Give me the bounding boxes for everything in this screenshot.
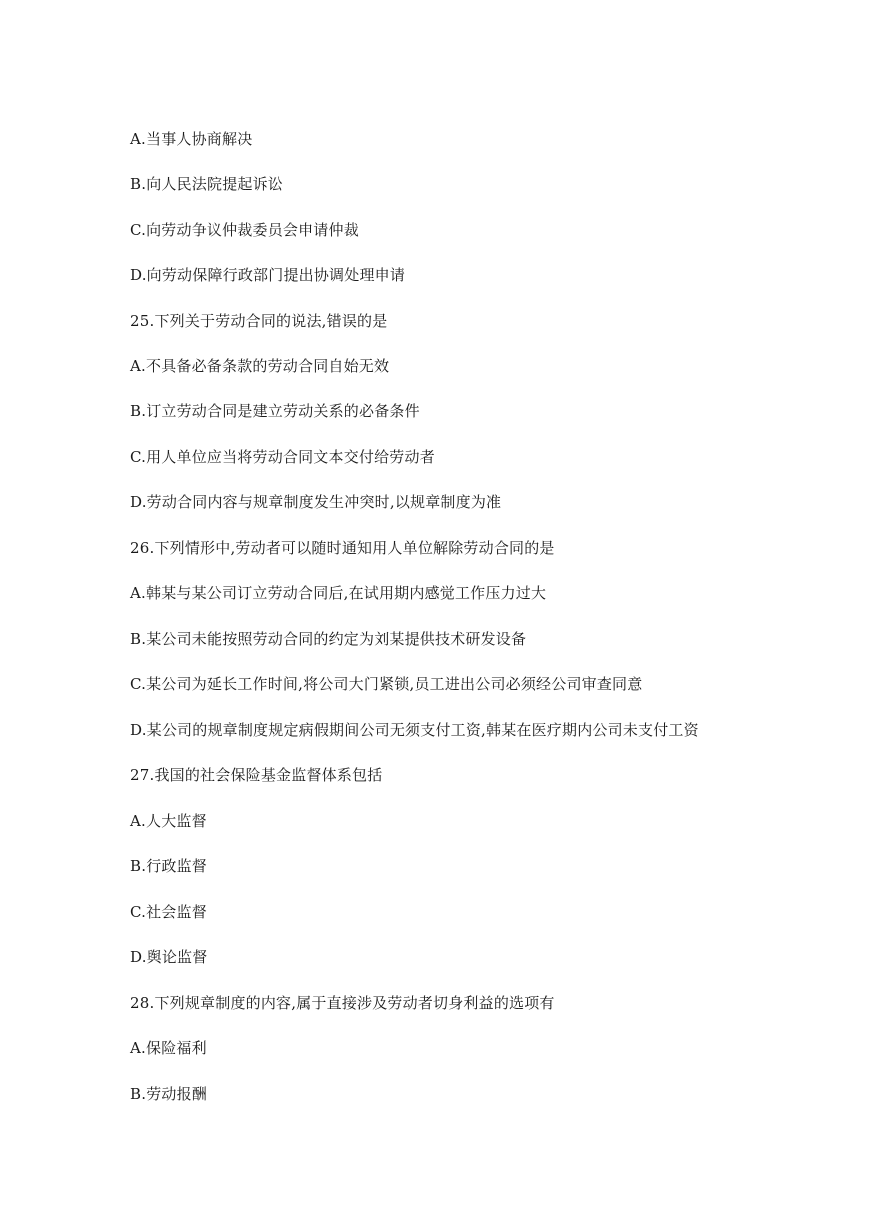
question-28: 28.下列规章制度的内容,属于直接涉及劳动者切身利益的选项有	[130, 994, 555, 1012]
option-26-b: B.某公司未能按照劳动合同的约定为刘某提供技术研发设备	[130, 630, 527, 648]
option-24-b: B.向人民法院提起诉讼	[130, 175, 283, 193]
option-28-b: B.劳动报酬	[130, 1085, 207, 1103]
option-25-a: A.不具备必备条款的劳动合同自始无效	[130, 357, 390, 375]
option-27-c: C.社会监督	[130, 903, 207, 921]
option-25-d: D.劳动合同内容与规章制度发生冲突时,以规章制度为准	[130, 493, 502, 511]
option-28-a: A.保险福利	[130, 1039, 207, 1057]
question-25: 25.下列关于劳动合同的说法,错误的是	[130, 312, 388, 330]
option-26-c: C.某公司为延长工作时间,将公司大门紧锁,员工进出公司必须经公司审查同意	[130, 675, 643, 693]
question-26: 26.下列情形中,劳动者可以随时通知用人单位解除劳动合同的是	[130, 539, 555, 557]
option-24-c: C.向劳动争议仲裁委员会申请仲裁	[130, 221, 359, 239]
option-24-a: A.当事人协商解决	[130, 130, 253, 148]
option-26-d: D.某公司的规章制度规定病假期间公司无须支付工资,韩某在医疗期内公司未支付工资	[130, 721, 699, 739]
option-25-b: B.订立劳动合同是建立劳动关系的必备条件	[130, 402, 420, 420]
option-26-a: A.韩某与某公司订立劳动合同后,在试用期内感觉工作压力过大	[130, 584, 547, 602]
option-24-d: D.向劳动保障行政部门提出协调处理申请	[130, 266, 406, 284]
question-27: 27.我国的社会保险基金监督体系包括	[130, 766, 383, 784]
option-27-b: B.行政监督	[130, 857, 207, 875]
option-25-c: C.用人单位应当将劳动合同文本交付给劳动者	[130, 448, 435, 466]
option-27-d: D.舆论监督	[130, 948, 208, 966]
option-27-a: A.人大监督	[130, 812, 207, 830]
